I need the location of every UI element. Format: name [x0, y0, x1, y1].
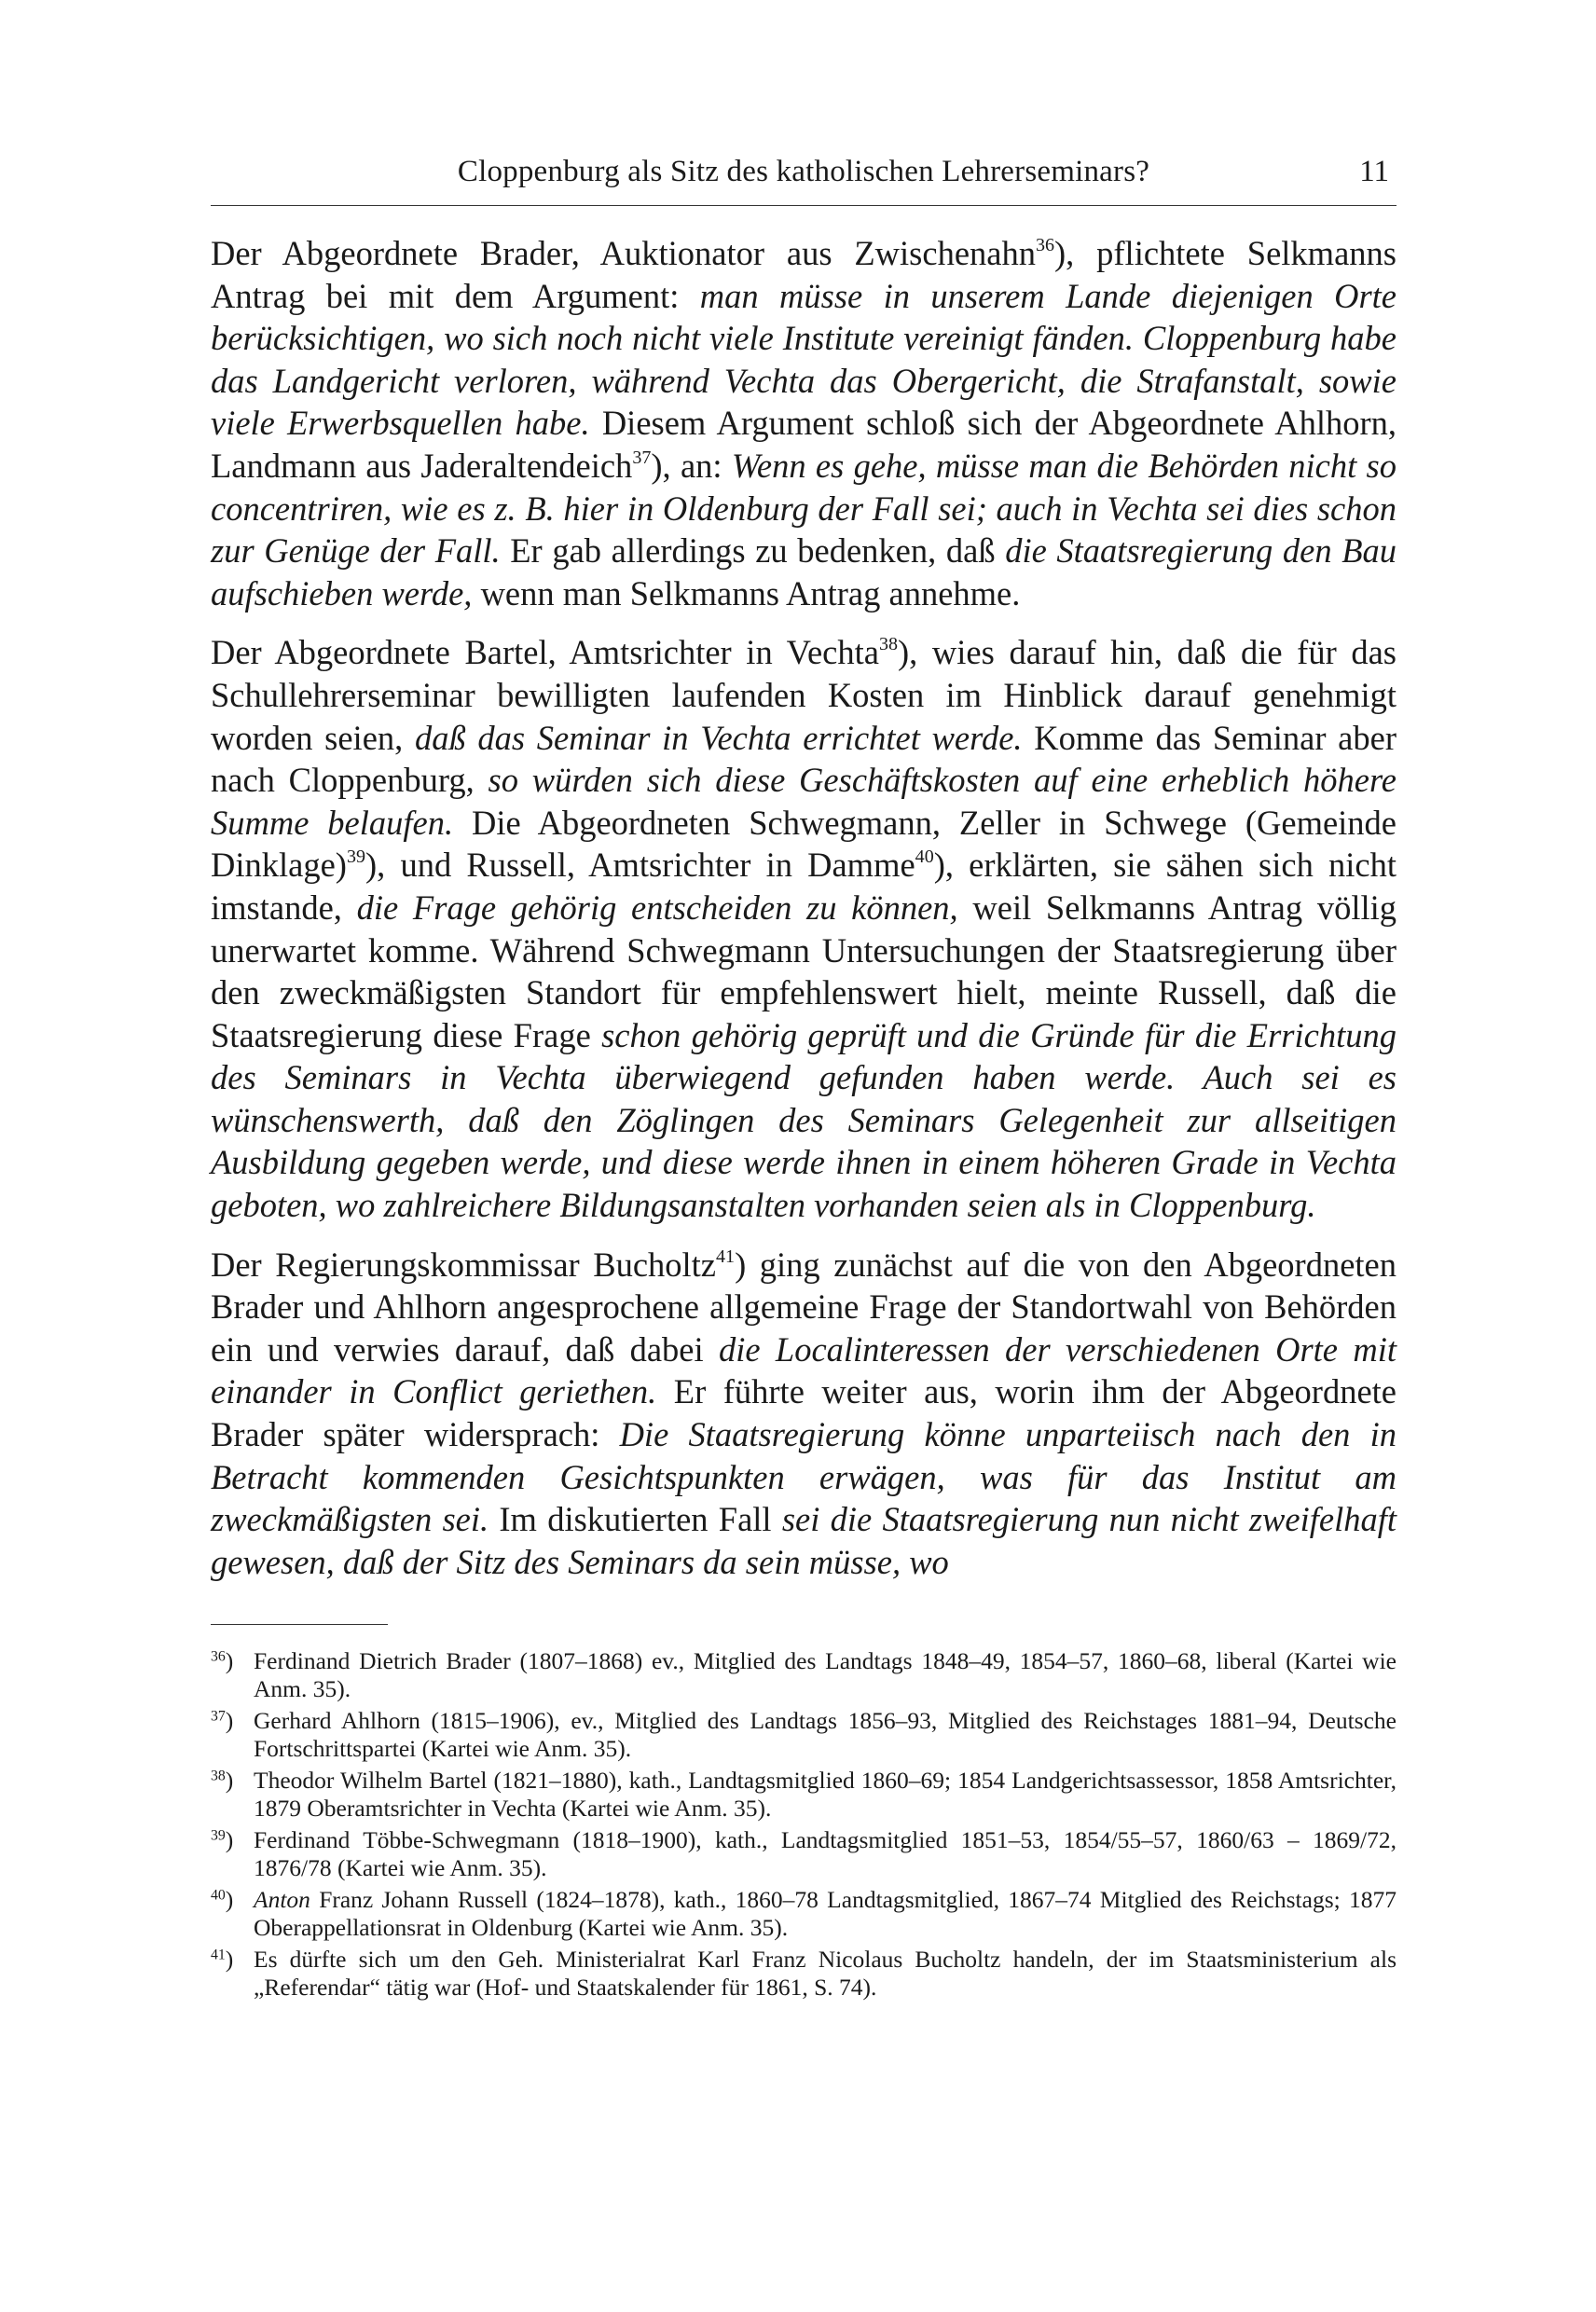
paragraph	[211, 1244, 1396, 1584]
footnote-text	[254, 1767, 1396, 1822]
italic-quote: daß das Seminar in Vechta errichtet werde.	[414, 718, 1023, 757]
text-run: ), pflichtete Selkmanns Antrag bei mit dem Argument:	[211, 234, 1396, 315]
text-run: Er führte weiter aus, worin ihm der Abgeordnete Brader später widersprach:	[211, 1372, 1396, 1454]
footnote-number: $^{36}$)	[211, 1647, 234, 1675]
footnote-number: $^{37}$)	[211, 1707, 234, 1735]
text-run: Die Abgeordneten Schwegmann, Zeller in Schwege (Gemeinde Dinklage)	[211, 803, 1396, 885]
text-run: Theodor Wilhelm Bartel (1821–1880), kath., Landtagsmitglied 1860–69; 1854 Landgerichtsassessor, 1858 Amtsrichter, 1879 Oberamtsrichter in Vechta (Kartei wie Anm. 35).	[254, 1767, 1396, 1822]
text-run: ), wies darauf hin, daß die für das Schullehrerseminar bewilligten laufenden Kosten im Hinblick darauf genehmigt worden seien,	[211, 633, 1397, 757]
italic-quote: die Localinteressen der verschiedenen Orte mit einander in Conflict geriethen.	[211, 1329, 1396, 1411]
text-run: Er gab allerdings zu bedenken, daß	[500, 531, 1006, 571]
text-run: Im diskutierten Fall	[488, 1500, 782, 1539]
text-run: ) ging zunächst auf die von den Abgeordneten Brader und Ahlhorn angesprochene allgemeine Frage der Standortwahl von Behörden ein und verwies darauf, daß dabei	[211, 1245, 1396, 1369]
footnote	[211, 1886, 1396, 1941]
footnote	[211, 1647, 1396, 1702]
footnote-reference: 39	[346, 846, 366, 868]
text-run: weil Selkmanns Antrag völlig unerwartet komme. Während Schwegmann Untersuchungen der Staatsregierung über den zweckmäßigsten Standort für empfehlenswert hielt, meinte Russell, daß die Staatsregierung diese Frage	[211, 888, 1397, 1054]
paragraph	[211, 631, 1396, 1226]
footnote-reference: 37	[632, 447, 652, 468]
footnote-text	[254, 1946, 1396, 2001]
footnote-text	[254, 1707, 1396, 1762]
text-run: Franz Johann Russell (1824–1878), kath., 1860–78 Landtagsmitglied, 1867–74 Mitglied des Reichstags; 1877 Oberappellationsrat in Oldenburg (Kartei wie Anm. 35).	[254, 1886, 1396, 1941]
footnote-divider	[211, 1624, 388, 1625]
text-run: Es dürfte sich um den Geh. Ministerialrat Karl Franz Nicolaus Bucholtz handeln, der im Staatsministerium als „Referendar“ tätig war (Hof- und Staatskalender für 1861, S. 74).	[254, 1946, 1396, 2001]
page-number: 11	[1359, 155, 1389, 188]
text-run: Der Regierungskommissar Bucholtz	[211, 1245, 717, 1284]
footnote	[211, 1826, 1396, 1881]
italic-quote: Die Staatsregierung könne unparteiisch nach den in Betracht kommenden Gesichtspunkten erwägen, was für das Institut am zweckmäßigsten sei.	[211, 1415, 1396, 1539]
italic-quote: schon gehörig geprüft und die Gründe für die Errichtung des Seminars in Vechta überwiegend gefunden haben werde. Auch sei es wünschenswerth, daß den Zöglingen des Seminars Gelegenheit zur allseitigen Ausbildung gegeben werde, und diese werde ihnen in einem höheren Grade in Vechta geboten, wo zahlreichere Bildungsanstalten vorhanden seien als in Cloppenburg.	[211, 1015, 1396, 1225]
footnote-number: $^{41}$)	[211, 1946, 234, 1974]
footnote-number: $^{38}$)	[211, 1767, 234, 1795]
footnote-text	[254, 1826, 1396, 1881]
footnote-reference: 41	[716, 1245, 736, 1267]
footnote	[211, 1767, 1396, 1822]
text-run: Ferdinand Többe-Schwegmann (1818–1900), kath., Landtagsmitglied 1851–53, 1854/55–57, 1860/63 – 1869/72, 1876/78 (Kartei wie Anm. 35).	[254, 1826, 1396, 1881]
text-run: Diesem Argument schloß sich der Abgeordnete Ahlhorn, Landmann aus Jaderaltendeich	[211, 404, 1396, 485]
footnote-reference: 40	[915, 846, 934, 868]
italic-quote: sei die Staatsregierung nun nicht zweifelhaft gewesen, daß der Sitz des Seminars da sein müsse, wo	[211, 1500, 1397, 1581]
text-run: ), erklärten, sie sähen sich nicht imstande,	[211, 846, 1396, 927]
document-page	[211, 149, 1396, 2237]
italic-quote: die Staatsregierung den Bau aufschieben werde,	[211, 531, 1396, 612]
text-run: Komme das Seminar aber nach Cloppenburg,	[211, 718, 1396, 800]
footnote-number-value: 36	[211, 1648, 226, 1665]
italic-quote: die Frage gehörig entscheiden zu können,	[356, 888, 958, 927]
footnotes	[211, 1647, 1396, 2001]
footnote-number: $^{40}$)	[211, 1886, 234, 1914]
footnote-reference: 36	[1035, 234, 1055, 255]
text-run: wenn man Selkmanns Antrag annehme.	[472, 573, 1021, 612]
text-run: Der Abgeordnete Brader, Auktionator aus Zwischenahn	[211, 234, 1036, 272]
footnote-number: $^{39}$)	[211, 1826, 234, 1854]
text-run: Gerhard Ahlhorn (1815–1906), ev., Mitglied des Landtags 1856–93, Mitglied des Reichstages 1881–94, Deutsche Fortschrittspartei (Kartei wie Anm. 35).	[254, 1707, 1396, 1762]
running-title: Cloppenburg als Sitz des katholischen Lehrerseminars?	[457, 155, 1150, 188]
running-header	[211, 149, 1396, 206]
footnote-text	[254, 1647, 1396, 1702]
italic-quote: so würden sich diese Geschäftskosten auf eine erheblich höhere Summe belaufen.	[211, 761, 1396, 842]
italic-quote: Wenn es gehe, müsse man die Behörden nicht so concentriren, wie es z. B. hier in Oldenburg der Fall sei; auch in Vechta sei dies schon zur Genüge der Fall.	[211, 446, 1396, 571]
text-run: Der Abgeordnete Bartel, Amtsrichter in Vechta	[211, 633, 879, 672]
footnote	[211, 1707, 1396, 1762]
footnote-number-value: 41	[211, 1947, 226, 1963]
italic-quote: man müsse in unserem Lande diejenigen Orte berücksichtigen, wo sich noch nicht viele Institute vereinigt fänden. Cloppenburg habe das Landgericht verloren, während Vechta das Obergericht, die Strafanstalt, sowie viele Erwerbsquellen habe.	[211, 276, 1396, 443]
footnote-number-value: 37	[211, 1708, 226, 1725]
footnote-reference: 38	[878, 634, 899, 655]
footnote	[211, 1946, 1396, 2001]
footnote-number-value: 38	[211, 1768, 226, 1784]
text-run: Ferdinand Dietrich Brader (1807–1868) ev., Mitglied des Landtags 1848–49, 1854–57, 1860–68, liberal (Kartei wie Anm. 35).	[254, 1647, 1396, 1702]
footnote-number-value: 40	[211, 1887, 226, 1904]
body-text	[211, 232, 1396, 1583]
footnote-text	[254, 1886, 1396, 1941]
italic-quote: Anton	[254, 1886, 310, 1914]
footnote-number-value: 39	[211, 1827, 226, 1844]
text-run: ), und Russell, Amtsrichter in Damme	[365, 846, 915, 885]
text-run: ), an:	[651, 446, 732, 485]
paragraph	[211, 232, 1396, 614]
